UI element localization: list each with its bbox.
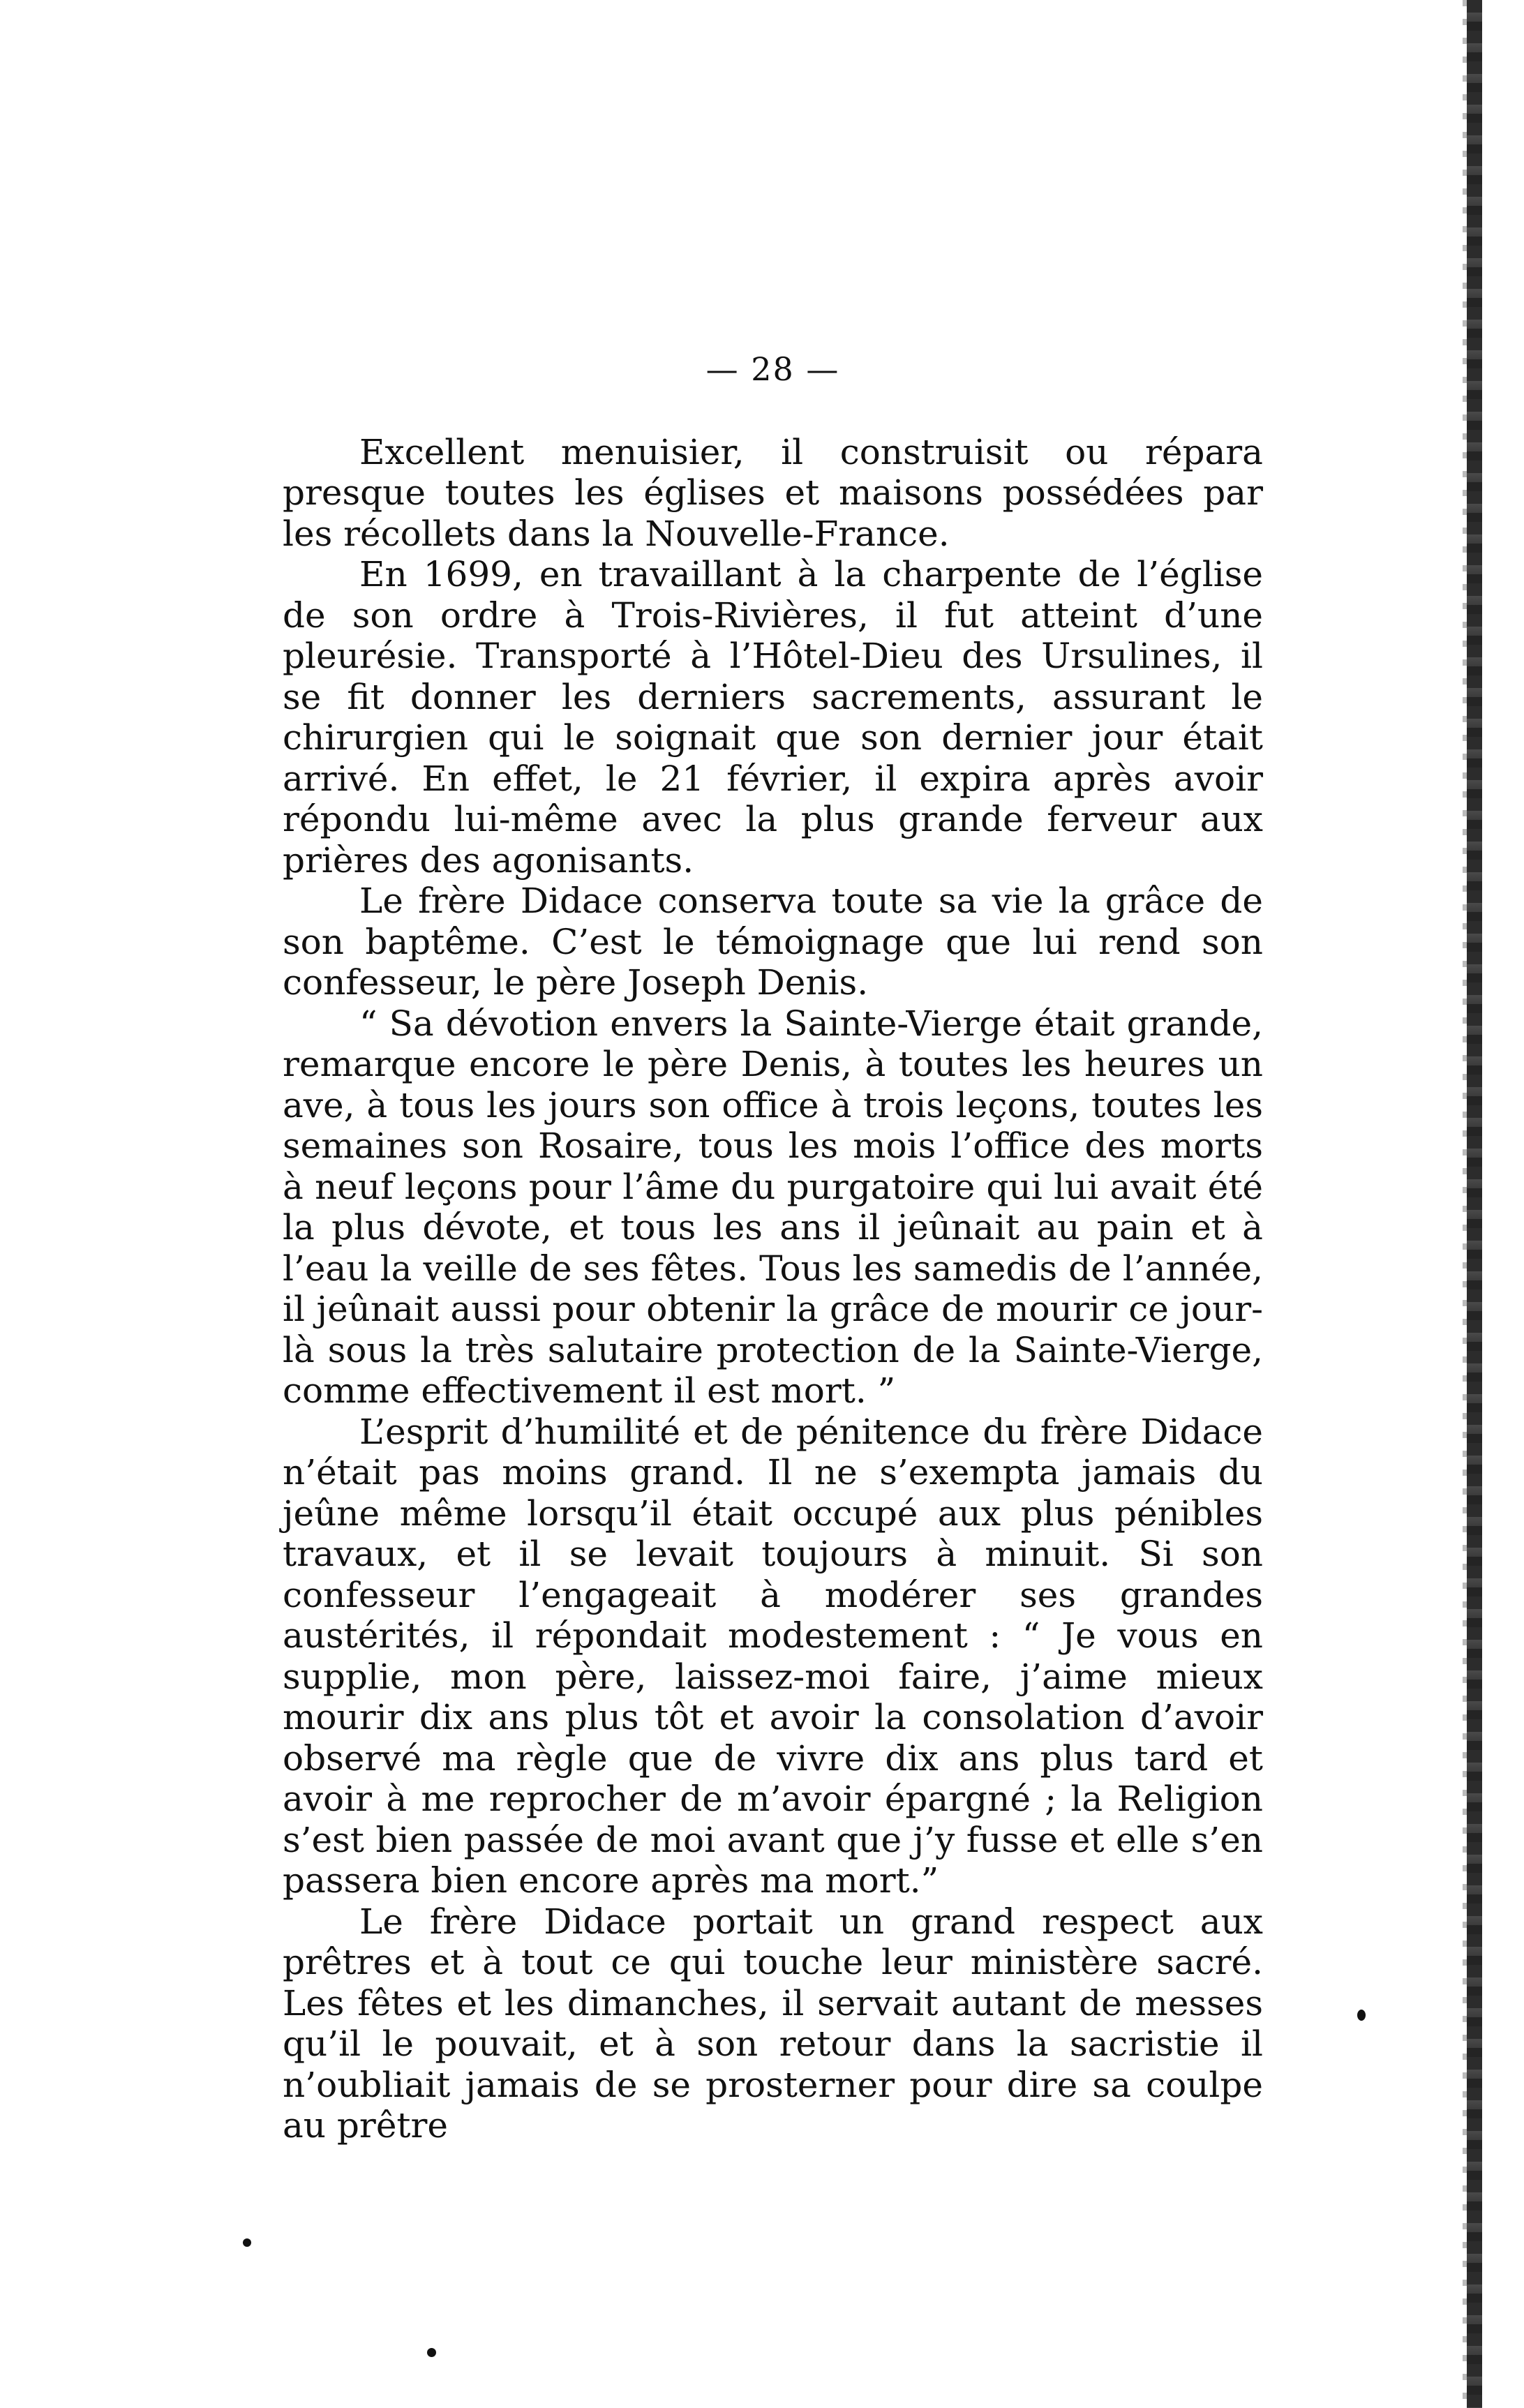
paragraph: L’esprit d’humilité et de pénitence du frère Didace n’était pas moins grand. Il ne s’exempta jamais du jeûne même lorsqu’il était occupé aux plus pénibles travaux, et il se levait toujours à minuit. Si son confesseur l’engageait à modérer ses grandes austérités, il répondait modestement : “ Je vous en supplie, mon père, laissez-moi faire, j’aime mieux mourir dix ans plus tôt et avoir la consolation d’avoir observé ma règle que de vivre dix ans plus tard et avoir à me reprocher de m’avoir épargné ; la Religion s’est bien passée de moi avant que j’y fusse et elle s’en passera bien encore après ma mort.”	[283, 1411, 1263, 1901]
ink-speck	[243, 2238, 251, 2247]
paragraph: Le frère Didace portait un grand respect aux prêtres et à tout ce qui touche leur ministère sacré. Les fêtes et les dimanches, il servait autant de messes qu’il le pouvait, et à son retour dans la sacristie il n’oubliait jamais de se prosterner pour dire sa coulpe au prêtre	[283, 1901, 1263, 2146]
paragraph: En 1699, en travaillant à la charpente de l’église de son ordre à Trois-Rivières, il fut atteint d’une pleurésie. Transporté à l’Hôtel-Dieu des Ursulines, il se fit donner les derniers sacrements, assurant le chirurgien qui le soignait que son dernier jour était arrivé. En effet, le 21 février, il expira après avoir répondu lui-même avec la plus grande ferveur aux prières des agonisants.	[283, 554, 1263, 881]
ink-speck	[427, 2348, 436, 2357]
page-text-block	[283, 349, 1263, 2146]
paragraph: “ Sa dévotion envers la Sainte-Vierge était grande, remarque encore le père Denis, à toutes les heures un ave, à tous les jours son office à trois leçons, toutes les semaines son Rosaire, tous les mois l’office des morts à neuf leçons pour l’âme du purgatoire qui lui avait été la plus dévote, et tous les ans il jeûnait au pain et à l’eau la veille de ses fêtes. Tous les samedis de l’année, il jeûnait aussi pour obtenir la grâce de mourir ce jour-là sous la très salutaire protection de la Sainte-Vierge, comme effectivement il est mort. ”	[283, 1003, 1263, 1411]
page-number: — 28 —	[705, 350, 840, 388]
page-binding-edge	[1467, 0, 1482, 2408]
paragraph: Excellent menuisier, il construisit ou répara presque toutes les églises et maisons possédées par les récollets dans la Nouvelle-France.	[283, 431, 1263, 554]
paragraph: Le frère Didace conserva toute sa vie la grâce de son baptême. C’est le témoignage que lui rend son confesseur, le père Joseph Denis.	[283, 881, 1263, 1003]
ink-speck	[1357, 2010, 1366, 2021]
page-binding-shadow	[1463, 0, 1467, 2408]
